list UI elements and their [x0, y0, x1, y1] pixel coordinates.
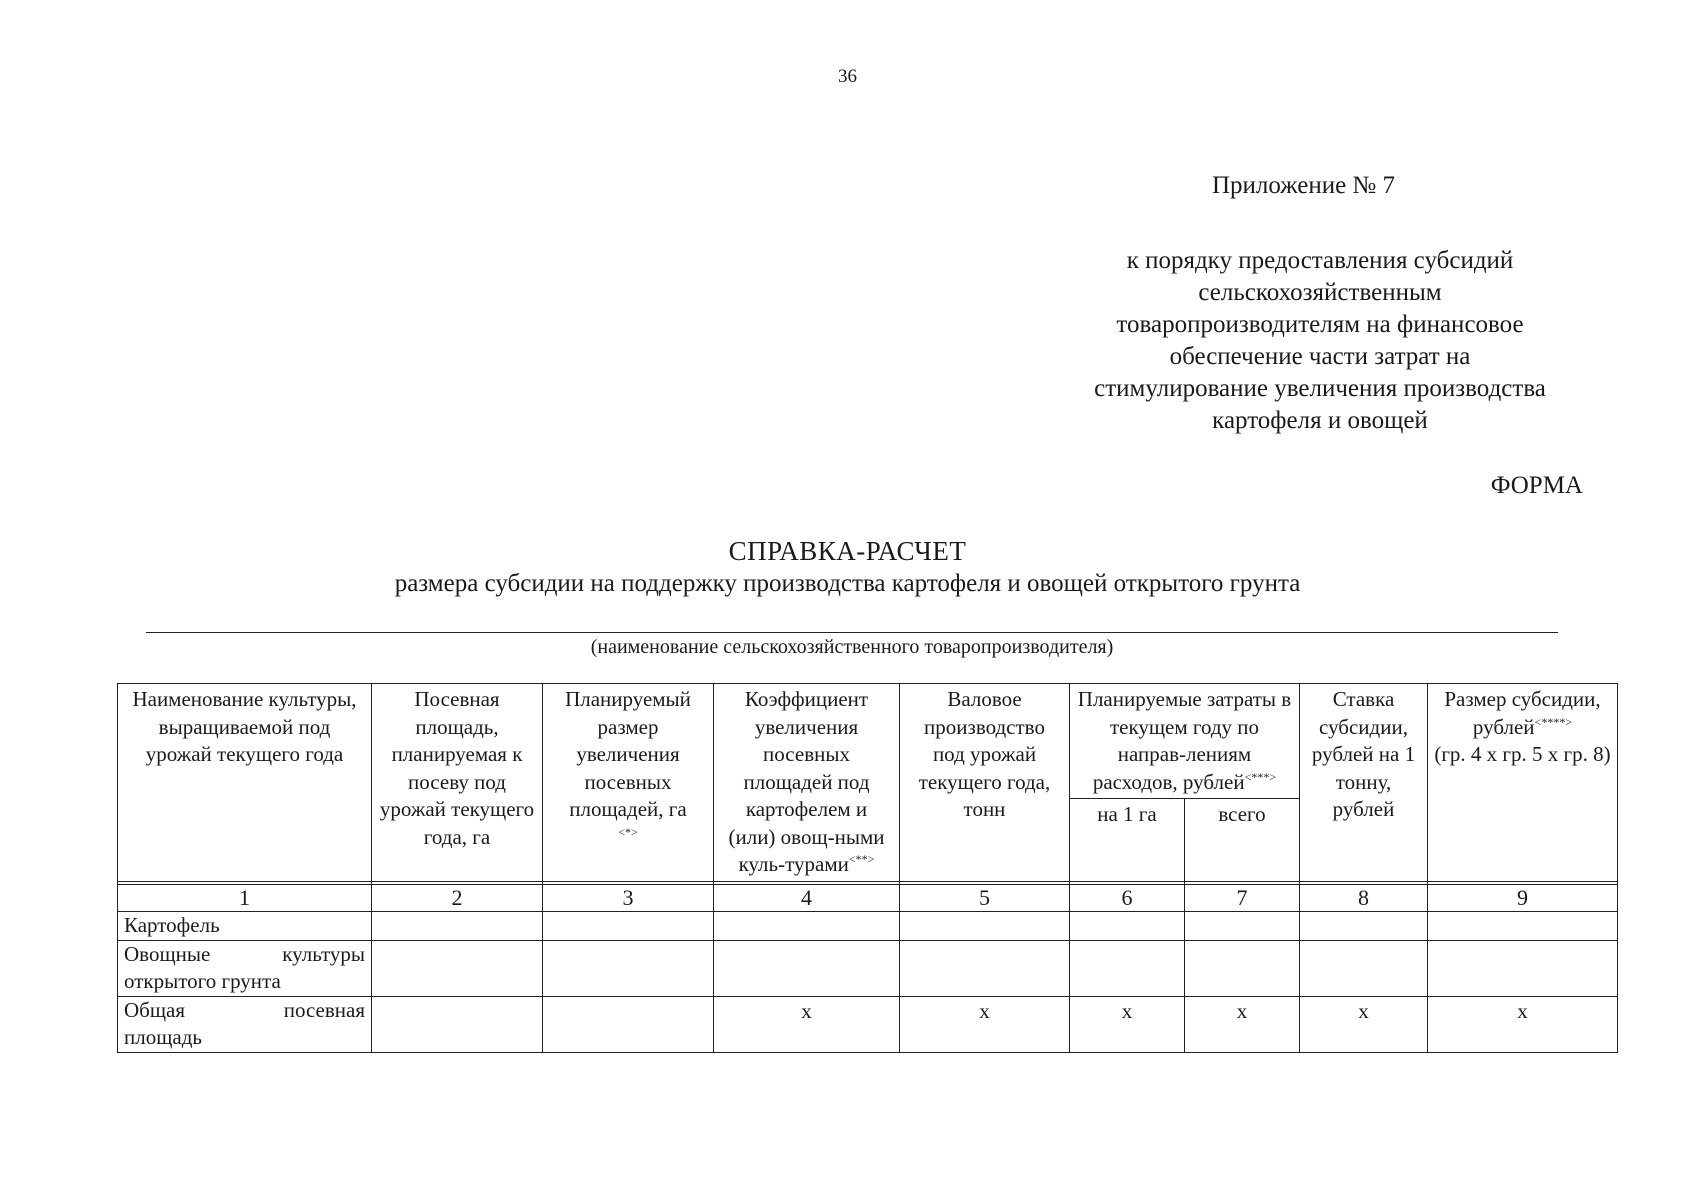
appendix-line: картофеля и овощей	[1212, 407, 1428, 434]
excluded-cell: х	[900, 996, 1070, 1052]
column-number: 7	[1185, 885, 1300, 912]
excluded-cell: х	[1070, 996, 1185, 1052]
header-costs-per-ha: на 1 га	[1070, 799, 1185, 882]
footnote-marker: <**>	[848, 852, 875, 866]
table-row	[118, 996, 1618, 1052]
header-subsidy-rate: Ставка субсидии, рублей на 1 тонну, рублей	[1300, 684, 1428, 882]
table-row	[118, 912, 1618, 941]
input-cell[interactable]	[900, 912, 1070, 941]
input-cell[interactable]	[1428, 912, 1618, 941]
appendix-line: стимулирование увеличения производства	[1094, 375, 1546, 402]
input-cell[interactable]	[1185, 912, 1300, 941]
input-cell[interactable]	[1070, 940, 1185, 996]
column-number: 9	[1428, 885, 1618, 912]
input-cell[interactable]	[900, 940, 1070, 996]
header-sown-area: Посевная площадь, планируемая к посеву под урожай текущего года, га	[372, 684, 543, 882]
input-cell[interactable]	[1070, 912, 1185, 941]
input-cell[interactable]	[543, 996, 714, 1052]
footnote-marker: <****>	[1534, 714, 1573, 729]
appendix-line: сельскохозяйственным	[1198, 279, 1442, 306]
calculation-table	[117, 683, 1618, 1053]
header-planned-costs: Планируемые затраты в текущем году по направ-лениям расходов, рублей<***>	[1070, 684, 1300, 799]
input-cell[interactable]	[1300, 912, 1428, 941]
header-planned-increase: Планируемый размер увеличения посевных площадей, га <*>	[543, 684, 714, 882]
column-number: 3	[543, 885, 714, 912]
input-cell[interactable]	[543, 940, 714, 996]
input-cell[interactable]	[714, 940, 900, 996]
row-label-vegetables: Овощные культуры открытого грунта	[118, 940, 372, 996]
producer-name-line[interactable]	[146, 632, 1558, 633]
input-cell[interactable]	[543, 912, 714, 941]
header-gross-production: Валовое производство под урожай текущего года, тонн	[900, 684, 1070, 882]
producer-name-caption: (наименование сельскохозяйственного товаропроизводителя)	[590, 636, 1114, 658]
header-costs-total: всего	[1185, 799, 1300, 882]
input-cell[interactable]	[1185, 940, 1300, 996]
column-number: 6	[1070, 885, 1185, 912]
row-label-total-area: Общая посевная площадь	[118, 996, 372, 1052]
header-crop-name: Наименование культуры, выращиваемой под урожай текущего года	[118, 684, 372, 882]
header-subsidy-amount: Размер субсидии, рублей<****> (гр. 4 х гр. 5 х гр. 8)	[1428, 684, 1618, 882]
column-numbers-row	[118, 885, 1618, 912]
input-cell[interactable]	[372, 996, 543, 1052]
appendix-title: Приложение № 7	[1212, 172, 1396, 199]
column-number: 1	[118, 885, 372, 912]
document-title: СПРАВКА-РАСЧЕТ	[728, 536, 967, 566]
appendix-text	[1050, 245, 1590, 437]
input-cell[interactable]	[372, 912, 543, 941]
footnote-marker: <***>	[1244, 769, 1277, 784]
excluded-cell: х	[1185, 996, 1300, 1052]
column-number: 5	[900, 885, 1070, 912]
column-number: 8	[1300, 885, 1428, 912]
input-cell[interactable]	[1300, 940, 1428, 996]
excluded-cell: х	[1428, 996, 1618, 1052]
appendix-line: обеспечение части затрат на	[1169, 343, 1471, 370]
table-row	[118, 940, 1618, 996]
footnote-marker: <*>	[618, 824, 638, 839]
appendix-line: к порядку предоставления субсидий	[1126, 247, 1514, 274]
input-cell[interactable]	[714, 912, 900, 941]
form-label: ФОРМА	[1490, 472, 1583, 499]
input-cell[interactable]	[1428, 940, 1618, 996]
column-number: 2	[372, 885, 543, 912]
document-subtitle: размера субсидии на поддержку производства картофеля и овощей открытого грунта	[394, 570, 1301, 597]
input-cell[interactable]	[372, 940, 543, 996]
row-label-potato: Картофель	[118, 912, 372, 941]
excluded-cell: х	[1300, 996, 1428, 1052]
page-number: 36	[838, 66, 857, 87]
appendix-line: товаропроизводителям на финансовое	[1116, 311, 1524, 338]
excluded-cell: х	[714, 996, 900, 1052]
header-coefficient: Коэффициент увеличения посевных площадей под картофелем и (или) овощ-ными куль-турами<**>	[714, 684, 900, 882]
column-number: 4	[714, 885, 900, 912]
